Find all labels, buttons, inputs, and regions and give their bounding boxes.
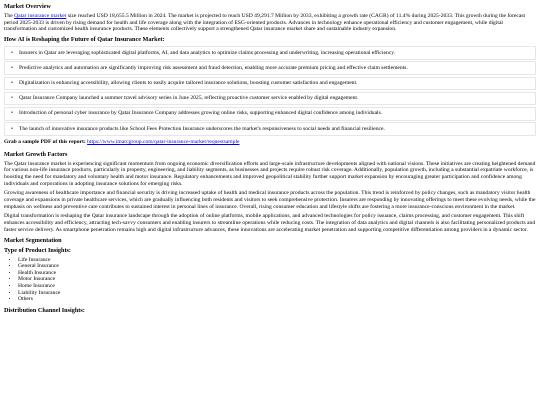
ai-bullet-list [4,46,536,136]
bullet-dot-icon: • [11,64,13,71]
product-type-list [4,257,536,303]
bullet-dot-icon: • [11,125,13,132]
market-overview-heading: Market Overview [4,3,51,10]
ai-bullet-text: Predictive analytics and automation are significantly improving risk assessment and fraud detection, enabling more accurate premium pricing and effective claim settlements. [19,64,408,71]
product-type-item: • Home Insurance [18,283,536,290]
bullet-dot-icon: • [11,110,13,117]
ai-bullet-text: Qatar Insurance Company launched a summer travel advisory series in June 2025, reflecting proactive customer service enabled by digital engagement. [19,95,359,102]
ai-bullet-item [4,61,536,75]
growth-paragraph: Growing awareness of healthcare importance and financial security is driving increased uptake of health and medical insurance products across the population. This trend is reinforced by policy changes, such as mandatory visitor health coverage and expansions in private healthcare services, which are gradually influencing both residents and visitors to seek comprehensive protection. Insurers are responding by innovating offerings to meet these evolving needs, while the emphasis on wellness and preventive care contributes to sustained interest in personal lines of insurance. Overall, rising consumer education and lifestyle shifts are fostering a more insurance-conscious environment in the market. [4,190,536,210]
ai-bullet-item [4,46,536,60]
segmentation-heading: Market Segmentation [4,236,62,244]
ai-bullet-item [4,77,536,91]
bullet-dot-icon: • [11,80,13,87]
ai-bullet-item [4,92,536,106]
bullet-dot-icon: • [11,49,13,56]
product-type-item: • General Insurance [18,263,536,270]
product-type-item: • Life Insurance [18,257,536,264]
ai-bullet-text: Introduction of personal cyber insurance by Qatar Insurance Company addresses growing online risks, supporting enhanced digital confidence among individuals. [19,110,383,117]
bullet-dot-icon: • [11,95,13,102]
product-type-item: • Health Insurance [18,270,536,277]
growth-paragraph: Digital transformation is reshaping the Qatar insurance landscape through the adoption of online platforms, mobile applications, and advanced technologies for policy issuance, claims processing, and customer engagement. This shift enhances accessibility and efficiency, attracting tech-savvy consumers and enabling insurers to streamline operations while reducing costs. The integration of data analytics and digital channels is also facilitating personalized products and faster service delivery. As smartphone penetration remains high and digital infrastructure advances, these innovations are accelerating market penetration and supporting competitive differentiation among providers in a dynamic sector. [4,213,536,233]
product-insights-heading: Type of Product Insights: [4,246,71,254]
sample-pdf-label: Grab a sample PDF of this report: [4,138,88,145]
sample-pdf-line [4,139,536,146]
ai-bullet-text: Insurers in Qatar are leveraging sophisticated digital platforms, AI, and data analytics to optimize claims processing and underwriting, increasing operational efficiency. [19,49,396,56]
sample-pdf-link[interactable]: https://www.imarcgroup.com/qatar-insurance-market/requestsample [87,138,240,145]
product-type-item: • Liability Insurance [18,290,536,297]
overview-intro-text: size reached USD 18,655.5 Million in 2024. The market is projected to reach USD 49,291.7 Million by 2033, exhibiting a growth rate (CAGR) of 11.4% during 2025-2033. This growth during the forecast period 2025-2033 is driven by rising demand for health and life coverage along with the integration of ESG-oriented products. Advances in technology enhance operational efficiency and customer engagement, while digital transformation and customized health insurance products. These elements collectively support a strengthened Qatar insurance market share and sustainable industry expansion. [4,13,526,33]
ai-bullet-text: The launch of innovative insurance products like School Fees Protection Insurance underscores the market's responsiveness to social needs and financial resilience. [19,125,385,132]
market-overview-paragraph [4,13,536,33]
ai-bullet-item [4,122,536,136]
ai-bullet-text: Digitalization is enhancing accessibility, allowing clients to easily acquire tailored insurance solutions, boosting customer satisfaction and engagement. [19,80,358,87]
growth-factors-heading: Market Growth Factors [4,150,68,158]
product-type-item: • Motor Insurance [18,276,536,283]
ai-bullet-item [4,107,536,121]
overview-intro-prefix: The [4,13,15,19]
product-type-item: • Others [18,296,536,303]
growth-paragraph: The Qatar insurance market is experiencing significant momentum from ongoing economic diversification efforts and large-scale infrastructure developments aligned with national visions. These initiatives are creating heightened demand for various non-life insurance products, particularly in property, engineering, and liability segments, as businesses and projects require robust risk coverage. Additionally, population growth, including a substantial expatriate workforce, is boosting the need for mandatory and voluntary health and motor insurance. Regulatory enhancements and improved geopolitical stability further support market expansion by encouraging greater participation and confidence among individuals and corporations in adopting insurance solutions for emerging risks. [4,160,536,187]
qatar-insurance-market-link[interactable]: Qatar insurance market [14,13,67,19]
distribution-insights-heading: Distribution Channel Insights: [4,306,85,314]
ai-section-heading: How AI is Reshaping the Future of Qatar Insurance Market: [4,36,165,44]
